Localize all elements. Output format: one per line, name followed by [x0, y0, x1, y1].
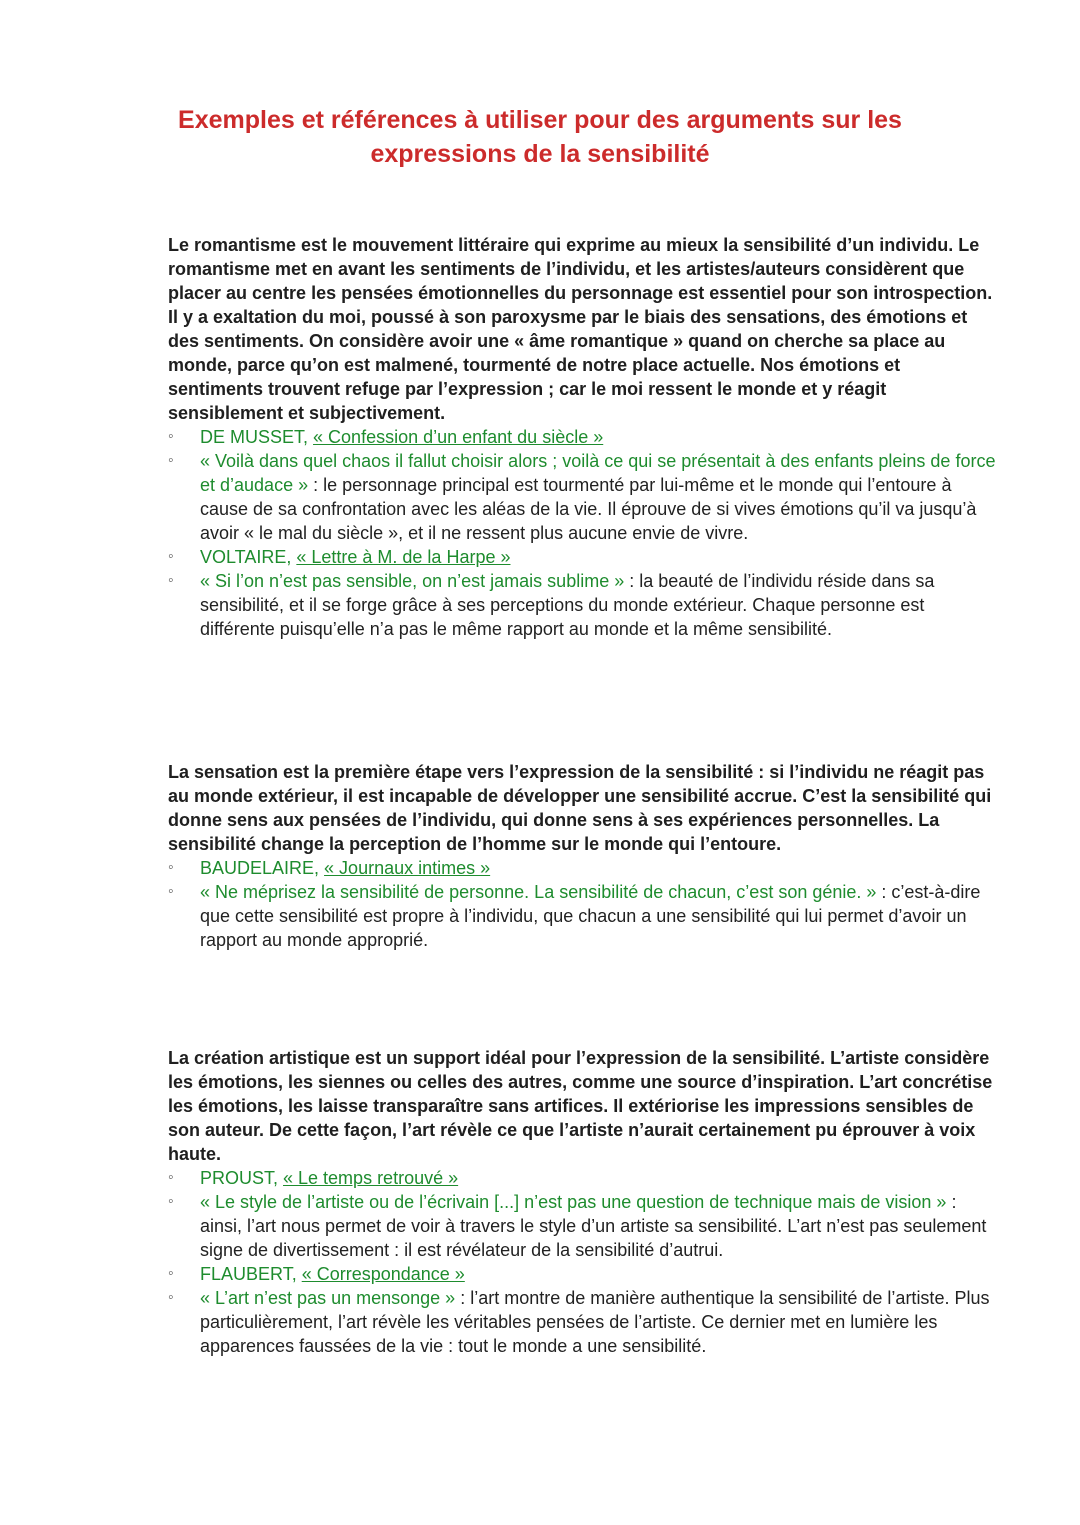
reference-author — [168, 1262, 998, 1286]
reference-list — [168, 425, 998, 641]
author-name: DE MUSSET, — [200, 427, 314, 447]
reference-quote — [168, 880, 998, 952]
reference-quote — [168, 1190, 998, 1262]
work-title-link[interactable]: « Correspondance » — [301, 1264, 465, 1284]
reference-author — [168, 1166, 998, 1190]
section-lead: Le romantisme est le mouvement littéraire qui exprime au mieux la sensibilité d’un individu. Le romantisme met en avant les sentiments de l’individu, et les artistes/auteurs considèrent que placer au centre les pensées émotionnelles du personnage est essentiel pour son introspection. Il y a exaltation du moi, poussé à son paroxysme par le biais des sensations, des émotions et des sentiments. On considère avoir une « âme romantique » quand on cherche sa place au monde, parce qu’on est malmené, tourmenté de notre place actuelle. Nos émotions et sentiments trouvent refuge par l’expression ; car le moi ressent le monde et y réagit sensiblement et subjectivement. — [168, 235, 993, 423]
page-title — [100, 103, 980, 171]
reference-author — [168, 545, 998, 569]
work-title-link[interactable]: « Lettre à M. de la Harpe » — [296, 547, 511, 567]
reference-author — [168, 856, 998, 880]
reference-quote — [168, 449, 998, 545]
quote-comment: : c’est-à-dire que cette sensibilité est propre à l’individu, que chacun a une sensibilité qui lui permet d’avoir un rapport au monde approprié. — [200, 882, 981, 950]
title-line-2: expressions de la sensibilité — [370, 140, 710, 168]
section-romantisme — [168, 233, 998, 641]
work-title-link[interactable]: « Le temps retrouvé » — [283, 1168, 459, 1188]
author-name: PROUST, — [200, 1168, 284, 1188]
quote-comment: : la beauté de l’individu réside dans sa sensibilité, et il se forge grâce à ses perceptions du monde extérieur. Chaque personne est différente puisqu’elle n’a pas le même rapport au monde et la même sensibilité. — [200, 571, 935, 639]
work-title-link[interactable]: « Journaux intimes » — [324, 858, 491, 878]
quote-comment: : le personnage principal est tourmenté par lui-même et le monde qui l’entoure à cause de sa confrontation avec les aléas de la vie. Il éprouve de si vives émotions qu’il va jusqu’à avoir « le mal du siècle », et il ne ressent plus aucune envie de vivre. — [200, 475, 977, 543]
author-name: BAUDELAIRE, — [200, 858, 325, 878]
reference-author — [168, 425, 998, 449]
quote-text: « Ne méprisez la sensibilité de personne. La sensibilité de chacun, c’est son génie. » — [200, 882, 877, 902]
quote-text: « Le style de l’artiste ou de l’écrivain [...] n’est pas une question de technique mais de vision » — [200, 1192, 947, 1212]
reference-quote — [168, 569, 998, 641]
work-title-link[interactable]: « Confession d’un enfant du siècle » — [313, 427, 604, 447]
author-name: VOLTAIRE, — [200, 547, 297, 567]
section-lead: La création artistique est un support idéal pour l’expression de la sensibilité. L’artiste considère les émotions, les siennes ou celles des autres, comme une source d’inspiration. L’art concrétise les émotions, les laisse transparaître sans artifices. Il extériorise les impressions sensibles de son auteur. De cette façon, l’art révèle ce que l’artiste n’aurait certainement pu éprouver à voix haute. — [168, 1048, 993, 1164]
quote-comment: : ainsi, l’art nous permet de voir à travers le style d’un artiste sa sensibilité. L’art n’est pas seulement signe de divertissement : il est révélateur de la sensibilité d’autrui. — [200, 1192, 987, 1260]
section-sensation — [168, 760, 998, 952]
quote-comment: : l’art montre de manière authentique la sensibilité de l’artiste. Plus particulièrement, l’art révèle les véritables pensées de l’artiste. Ce dernier met en lumière les apparences faussées de la vie : tout le monde a une sensibilité. — [200, 1288, 990, 1356]
section-creation-artistique — [168, 1046, 998, 1358]
author-name: FLAUBERT, — [200, 1264, 302, 1284]
reference-list — [168, 1166, 998, 1358]
reference-list — [168, 856, 998, 952]
reference-quote — [168, 1286, 998, 1358]
quote-text: « L’art n’est pas un mensonge » — [200, 1288, 456, 1308]
section-lead: La sensation est la première étape vers l’expression de la sensibilité : si l’individu ne réagit pas au monde extérieur, il est incapable de développer une sensibilité accrue. C’est la sensibilité qui donne sens aux pensées de l’individu, qui donne sens à ses expériences personnelles. La sensibilité change la perception de l’homme sur le monde qui l’entoure. — [168, 762, 992, 854]
title-line-1: Exemples et références à utiliser pour des arguments sur les — [178, 106, 902, 134]
quote-text: « Voilà dans quel chaos il fallut choisir alors ; voilà ce qui se présentait à des enfants pleins de force et d’audace » — [200, 451, 996, 495]
quote-text: « Si l’on n’est pas sensible, on n’est jamais sublime » — [200, 571, 625, 591]
